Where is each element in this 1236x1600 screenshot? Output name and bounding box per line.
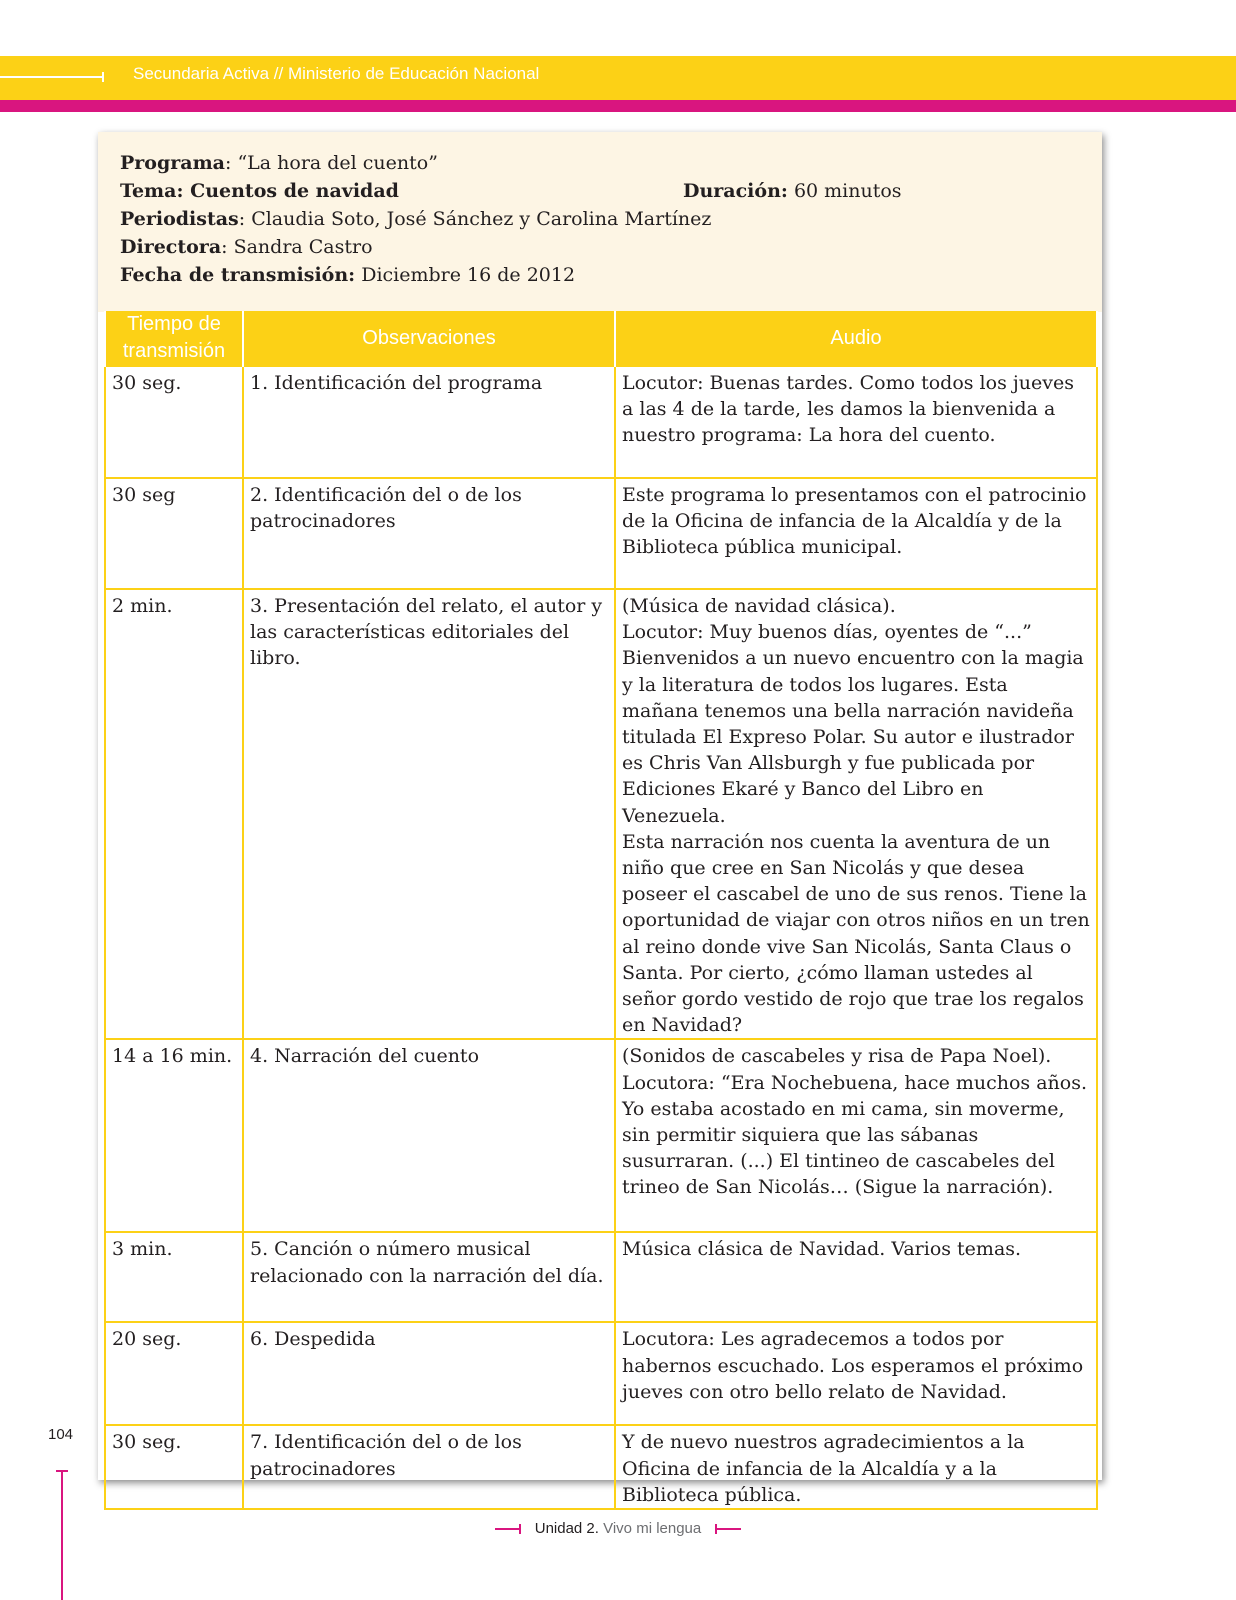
header-title: Secundaria Activa // Ministerio de Educación Nacional [133, 64, 540, 83]
tiempo-cell: 30 seg. [105, 1425, 243, 1509]
margin-rule-tick [56, 1470, 68, 1472]
audio-paragraph: (Sonidos de cascabeles y risa de Papa Noel). [622, 1045, 1052, 1068]
audio-paragraph: Locutora: “Era Nochebuena, hace muchos años. Yo estaba acostado en mi cama, sin moverme, sin permitir siquiera que las sábanas susurraran. (...) El tintineo de cascabeles del trineo de San Nicolás… (Sigue la narración). [622, 1071, 1088, 1199]
periodistas-value: : Claudia Soto, José Sánchez y Carolina Martínez [238, 208, 712, 230]
audio-cell [615, 1232, 1097, 1322]
audio-cell [615, 1425, 1097, 1509]
audio-paragraph: Locutor: Buenas tardes. Como todos los jueves a las 4 de la tarde, les damos la bienvenida a nuestro programa: La hora del cuento. [622, 372, 1074, 447]
table-row [105, 1039, 1097, 1232]
script-card [98, 132, 1102, 1506]
page-number: 104 [48, 1426, 74, 1443]
fecha-value: Diciembre 16 de 2012 [355, 264, 576, 286]
audio-cell [615, 1039, 1097, 1232]
header-accent-stripe [0, 100, 1236, 112]
programa-label: Programa [120, 152, 225, 174]
audio-paragraph: Este programa lo presentamos con el patrocinio de la Oficina de infancia de la Alcaldía y de la Biblioteca pública municipal. [622, 484, 1087, 559]
table-header-row [105, 311, 1097, 366]
tiempo-cell: 30 seg [105, 478, 243, 589]
table-row [105, 478, 1097, 589]
observacion-cell: 4. Narración del cuento [243, 1039, 615, 1232]
program-info [98, 132, 1102, 312]
footer-title: Vivo mi lengua [598, 1520, 702, 1537]
audio-cell [615, 589, 1097, 1039]
tiempo-cell: 3 min. [105, 1232, 243, 1322]
audio-paragraph: Y de nuevo nuestros agradecimientos a la Oficina de infancia de la Alcaldía y a la Biblioteca pública. [622, 1431, 1025, 1506]
audio-paragraph: (Música de navidad clásica). [622, 595, 896, 617]
directora-line [120, 233, 373, 261]
fecha-line [120, 261, 575, 289]
periodistas-line [120, 205, 711, 233]
programa-line [120, 149, 438, 177]
header-rule [0, 76, 103, 78]
header-observaciones: Observaciones [243, 311, 615, 366]
tema-line [120, 177, 399, 205]
observacion-cell: 2. Identificación del o de los patrocinadores [243, 478, 615, 589]
header-tiempo: Tiempo de transmisión [105, 311, 243, 366]
duracion-value: 60 minutos [787, 180, 902, 202]
observacion-cell: 7. Identificación del o de los patrocinadores [243, 1425, 615, 1509]
tiempo-cell: 30 seg. [105, 366, 243, 478]
audio-paragraph: Locutor: Muy buenos días, oyentes de “...” Bienvenidos a un nuevo encuentro con la magia y la literatura de todos los lugares. Esta mañana tenemos una bella narración navideña titulada El Expreso Polar. Su autor e ilustrador es Chris Van Allsburgh y fue publicada por Ediciones Ekaré y Banco del Libro en Venezuela. [622, 621, 1084, 827]
audio-cell [615, 366, 1097, 478]
tiempo-cell: 20 seg. [105, 1322, 243, 1425]
table-row [105, 1425, 1097, 1509]
table-row [105, 1322, 1097, 1425]
tiempo-cell: 2 min. [105, 589, 243, 1039]
footer [0, 1520, 1236, 1537]
observacion-cell: 1. Identificación del programa [243, 366, 615, 478]
tema-label: Tema: Cuentos de navidad [120, 180, 399, 202]
tiempo-cell: 14 a 16 min. [105, 1039, 243, 1232]
directora-value: : Sandra Castro [221, 236, 373, 258]
audio-paragraph: Música clásica de Navidad. Varios temas. [622, 1238, 1022, 1261]
directora-label: Directora [120, 236, 222, 258]
header-rule-tick [102, 72, 104, 82]
audio-paragraph: Esta narración nos cuenta la aventura de un niño que cree en San Nicolás y que desea poseer el cascabel de uno de sus renos. Tiene la oportunidad de viajar con otros niños en un tren al reino donde vive San Nicolás, Santa Claus o Santa. Por cierto, ¿cómo llaman ustedes al señor gordo vestido de rojo que trae los regalos en Navidad? [622, 830, 1090, 1037]
observacion-cell: 6. Despedida [243, 1322, 615, 1425]
duracion-label: Duración: [683, 180, 788, 202]
observacion-cell: 5. Canción o número musical relacionado con la narración del día. [243, 1232, 615, 1322]
audio-paragraph: Locutora: Les agradecemos a todos por habernos escuchado. Los esperamos el próximo jueves con otro bello relato de Navidad. [622, 1328, 1084, 1403]
footer-unit: Unidad 2. [534, 1520, 599, 1537]
footer-left-ornament [495, 1528, 521, 1530]
audio-cell [615, 478, 1097, 589]
audio-cell [615, 1322, 1097, 1425]
script-table [104, 311, 1098, 1510]
header-audio: Audio [615, 311, 1097, 366]
observacion-cell: 3. Presentación del relato, el autor y las características editoriales del libro. [243, 589, 615, 1039]
fecha-label: Fecha de transmisión: [120, 264, 356, 286]
programa-value: : “La hora del cuento” [225, 152, 438, 174]
table-row [105, 1232, 1097, 1322]
footer-right-ornament [715, 1528, 741, 1530]
table-row [105, 366, 1097, 478]
periodistas-label: Periodistas [120, 208, 239, 230]
table-row [105, 589, 1097, 1039]
duracion-line [683, 177, 902, 205]
